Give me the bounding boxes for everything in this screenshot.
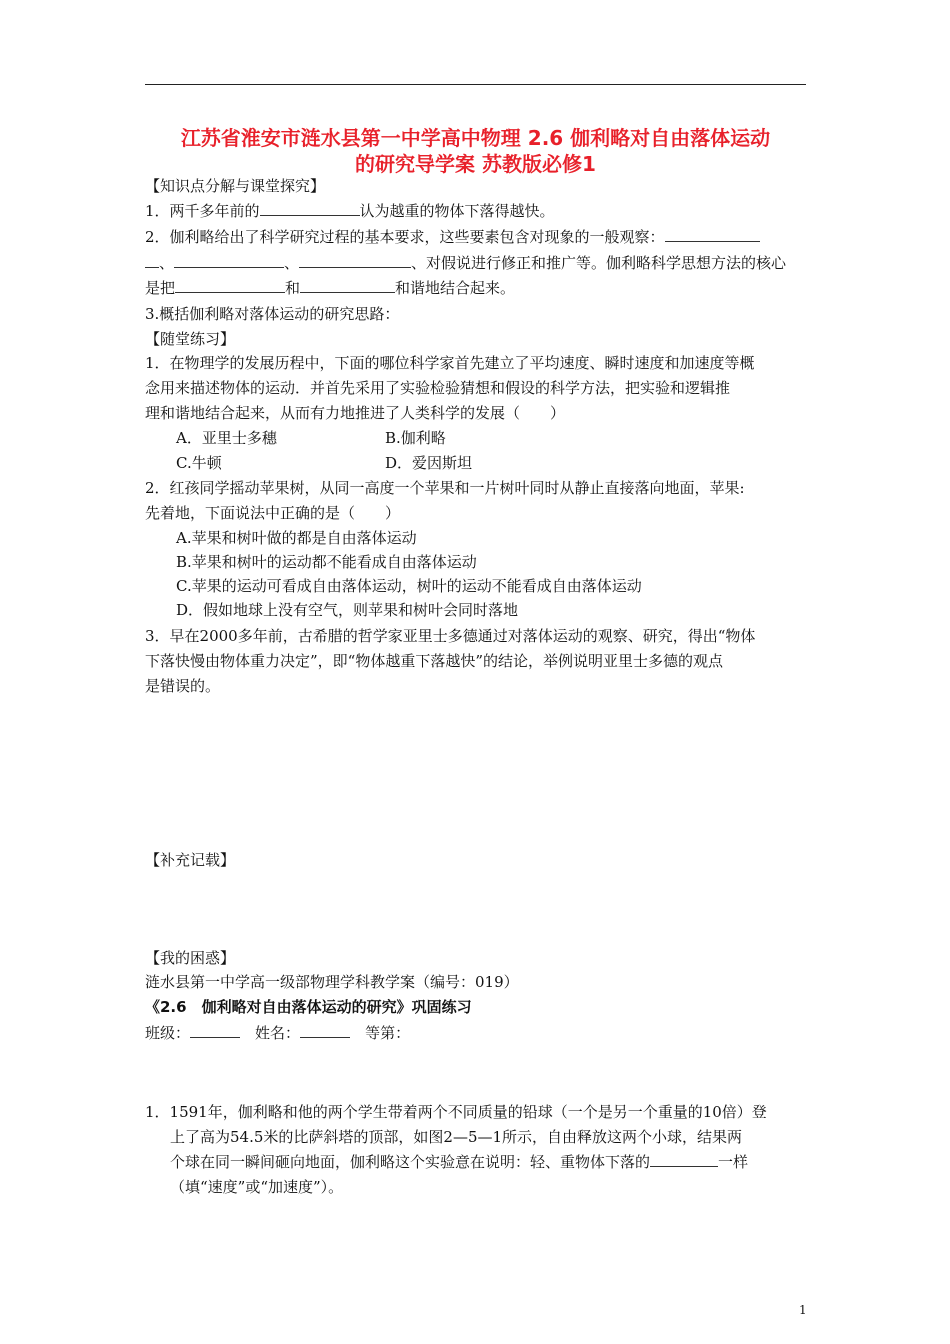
school-line: 涟水县第一中学高一级部物理学科教学案（编号：019） (145, 973, 519, 991)
c1-line2: 上了高为54.5米的比萨斜塔的顶部，如图2—5—1所示，自由释放这两个小球，结果两 (170, 1128, 743, 1146)
k2-blank-2 (174, 253, 284, 268)
c1-line1: 1．1591年，伽利略和他的两个学生带着两个不同质量的铅球（一个是另一个重量的10倍）登 (145, 1103, 767, 1121)
k1-blank (260, 201, 360, 216)
p2-option-a: A.苹果和树叶做的都是自由落体运动 (176, 529, 417, 547)
k2-blank-4 (175, 278, 285, 293)
title-line-2: 的研究导学案 苏教版必修1 (355, 152, 596, 176)
k2-line3: 是把 和 和谐地结合起来。 (145, 279, 516, 297)
p2-option-c: C.苹果的运动可看成自由落体运动，树叶的运动不能看成自由落体运动 (176, 577, 642, 595)
name-blank (300, 1023, 350, 1038)
k2-line1: 2．伽利略给出了科学研究过程的基本要求，这些要素包含对现象的一般观察： (145, 227, 760, 247)
p2-option-b: B.苹果和树叶的运动都不能看成自由落体运动 (176, 553, 477, 571)
p1-line1: 1．在物理学的发展历程中，下面的哪位科学家首先建立了平均速度、瞬时速度和加速度等概 (145, 354, 755, 372)
page-number: 1 (799, 1303, 807, 1317)
section-knowledge: 【知识点分解与课堂探究】 (145, 177, 326, 195)
p2-option-d: D．假如地球上没有空气，则苹果和树叶会同时落地 (176, 601, 519, 619)
p1-option-a: A．亚里士多穗 (176, 429, 277, 447)
p2-line1: 2．红孩同学摇动苹果树，从同一高度一个苹果和一片树叶同时从静止直接落向地面，苹果: (145, 479, 745, 497)
p1-line2: 念用来描述物体的运动．并首先采用了实验检验猜想和假设的科学方法，把实验和逻辑推 (145, 379, 731, 397)
k2-blank-3 (299, 253, 411, 268)
p1-option-c: C.牛顿 (176, 454, 222, 472)
k2-blank-1 (665, 227, 760, 242)
consolidation-title: 《2.6 伽利略对自由落体运动的研究》巩固练习 (145, 998, 472, 1016)
k1: 1．两千多年前的 认为越重的物体下落得越快。 (145, 202, 555, 220)
k2-blank-5 (300, 278, 395, 293)
class-blank (190, 1023, 240, 1038)
c1-blank (650, 1152, 718, 1167)
p1-option-d: D．爱因斯坦 (385, 454, 473, 472)
title-line-1: 江苏省淮安市涟水县第一中学高中物理 2.6 伽利略对自由落体运动 (180, 126, 771, 150)
k2-line2: 、 、 、对假说进行修正和推广等。伽利略科学思想方法的核心 (145, 253, 786, 273)
student-info: 班级： 姓名： 等第： (145, 1024, 411, 1042)
section-practice: 【随堂练习】 (145, 330, 236, 348)
p3-line2: 下落快慢由物体重力决定”，即“物体越重下落越快”的结论，举例说明亚里士多德的观点 (145, 652, 724, 670)
p1-line3: 理和谐地结合起来，从而有力地推进了人类科学的发展（ ） (145, 404, 566, 422)
p1-option-b: B.伽利略 (385, 429, 446, 447)
section-confusion: 【我的困惑】 (145, 949, 236, 967)
c1-line4: （填“速度”或“加速度”）。 (170, 1178, 344, 1196)
p2-line2: 先着地，下面说法中正确的是（ ） (145, 504, 401, 522)
section-supplement: 【补充记载】 (145, 851, 236, 869)
header-rule (145, 84, 806, 85)
k3: 3.概括伽利略对落体运动的研究思路： (145, 305, 400, 323)
p3-line1: 3．早在2000多年前，古希腊的哲学家亚里士多德通过对落体运动的观察、研究，得出“物体 (145, 627, 756, 645)
c1-line3: 个球在同一瞬间砸向地面，伽利略这个实验意在说明：轻、重物体下落的 一样 (170, 1153, 749, 1171)
p3-line3: 是错误的。 (145, 677, 221, 695)
